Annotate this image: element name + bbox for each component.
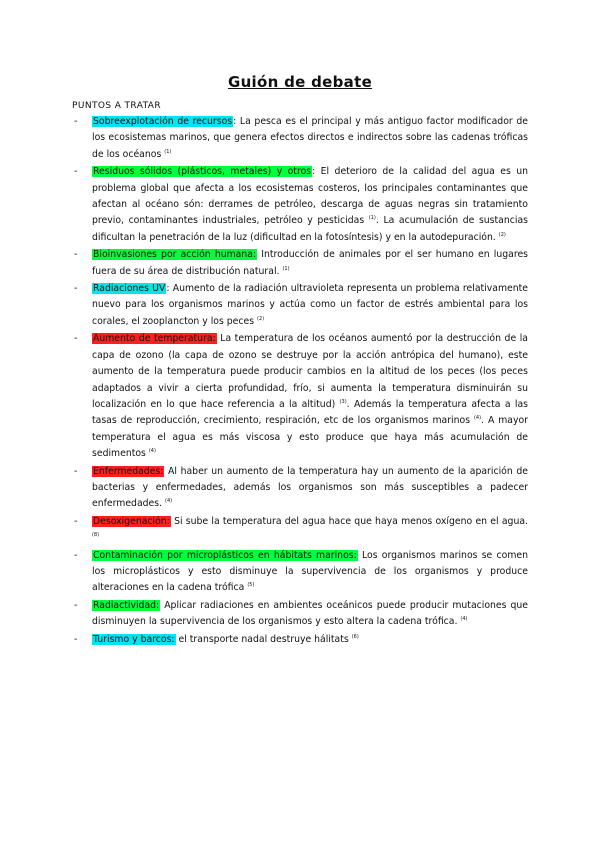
item-text: El deterioro de la calidad del agua es un problema global que afecta a los ecosistemas costeros, los principales contaminantes que afectan al océano són: derrames de petróleo, descarga de aguas negras sin tratamiento previo, contaminantes industriales, petróleo y pesticidas xyxy=(92,166,528,227)
list-item xyxy=(72,632,528,648)
list-item xyxy=(72,331,528,462)
reference-mark: (1) xyxy=(368,215,376,222)
highlighted-term: Enfermedades: xyxy=(93,465,164,477)
item-text: La pesca es el principal y más antiguo factor modificador de los ecosistemas marinos, que genera efectos directos e indirectos sobre las cadenas tróficas de los océanos xyxy=(92,116,528,160)
item-text: . La acumulación de sustancias dificultan la penetración de la luz (dificultad en la fotosíntesis) y en la autodepuración. xyxy=(92,215,528,243)
term-separator: : xyxy=(166,283,170,295)
highlighted-term: Bioinvasiones por acción humana: xyxy=(93,249,257,261)
section-subtitle: PUNTOS A TRATAR xyxy=(72,101,161,111)
item-text: el transporte nadal destruye hálitats xyxy=(175,633,352,645)
highlighted-term: Aumento de temperatura: xyxy=(93,333,216,345)
reference-mark: (2) xyxy=(498,231,506,238)
list-item xyxy=(72,281,528,330)
list-item xyxy=(72,514,528,547)
highlighted-term: Radiactividad: xyxy=(93,599,160,611)
document-title: Guión de debate xyxy=(227,73,373,91)
item-text: Aplicar radiaciones en ambientes oceánicos puede producir mutaciones que disminuyen la supervivencia de los organismos y esto altera la cadena trófica. xyxy=(92,599,528,628)
highlighted-term: Sobreexplotación de recursos xyxy=(93,116,233,127)
item-text: . A mayor temperatura el agua es más viscosa y esto produce que haya más acumulación de sedimentos xyxy=(92,415,528,460)
reference-mark: (4) xyxy=(460,616,468,623)
item-text: Los organismos marinos se comen los microplásticos y esto disminuye la supervivencia de los organismos y produce alteraciones en la cadena trófica xyxy=(92,549,528,594)
highlighted-term: Residuos sólidos (plásticos, metales) y otros xyxy=(93,166,312,178)
list-item xyxy=(72,164,528,246)
points-list xyxy=(72,114,528,648)
reference-mark: (8) xyxy=(92,532,100,539)
list-item xyxy=(72,247,528,280)
item-text: . Además la temperatura afecta a las tasas de reproducción, crecimiento, respiración, etc de los organismos marinos xyxy=(92,398,529,427)
list-item xyxy=(72,548,528,597)
list-item xyxy=(72,464,528,513)
reference-mark: (2) xyxy=(257,315,265,322)
item-text: Aumento de la radiación ultravioleta representa un problema relativamente nuevo para los organismos marinos y actúa como un factor de estrés ambiental para los corales, el zooplancton y los peces xyxy=(92,283,529,327)
item-text: La temperatura de los océanos aumentó por la destrucción de la capa de ozono (la capa de ozono se destruye por la acción antrópica del humano), este aumento de la temperatura puede producir cambios en la altitud de los peces (los peces adaptados a vivir a cierta profundidad, frío, si aumenta la temperatura disminuirán su localización en lo que hace referencia a la altitud) xyxy=(92,333,528,410)
reference-mark: (5) xyxy=(247,582,255,589)
reference-mark: (4) xyxy=(165,498,173,505)
item-text: Introducción de animales por el ser humano en lugares fuera de su área de distribución natural. xyxy=(92,249,529,277)
reference-mark: (1) xyxy=(282,265,290,272)
item-text: Al haber un aumento de la temperatura hay un aumento de la aparición de bacterias y enfermedades, además los organismos son más susceptibles a padecer enfermedades. xyxy=(92,465,528,510)
highlighted-term: Desoxigenación: xyxy=(93,515,170,527)
item-text: Si sube la temperatura del agua hace que haya menos oxígeno en el agua. xyxy=(170,515,528,527)
highlighted-term: Radiaciones UV xyxy=(93,283,166,295)
reference-mark: (1) xyxy=(164,148,172,155)
reference-mark: (4) xyxy=(148,448,156,455)
reference-mark: (3) xyxy=(339,398,347,405)
reference-mark: (6) xyxy=(351,633,359,640)
highlighted-term: Turismo y barcos: xyxy=(93,633,175,645)
list-item xyxy=(72,598,528,631)
list-item xyxy=(72,114,528,163)
term-separator: : xyxy=(312,166,316,178)
term-separator: : xyxy=(233,116,237,127)
reference-mark: (4) xyxy=(473,415,482,422)
highlighted-term: Contaminación por microplásticos en hábitats marinos: xyxy=(93,549,357,561)
